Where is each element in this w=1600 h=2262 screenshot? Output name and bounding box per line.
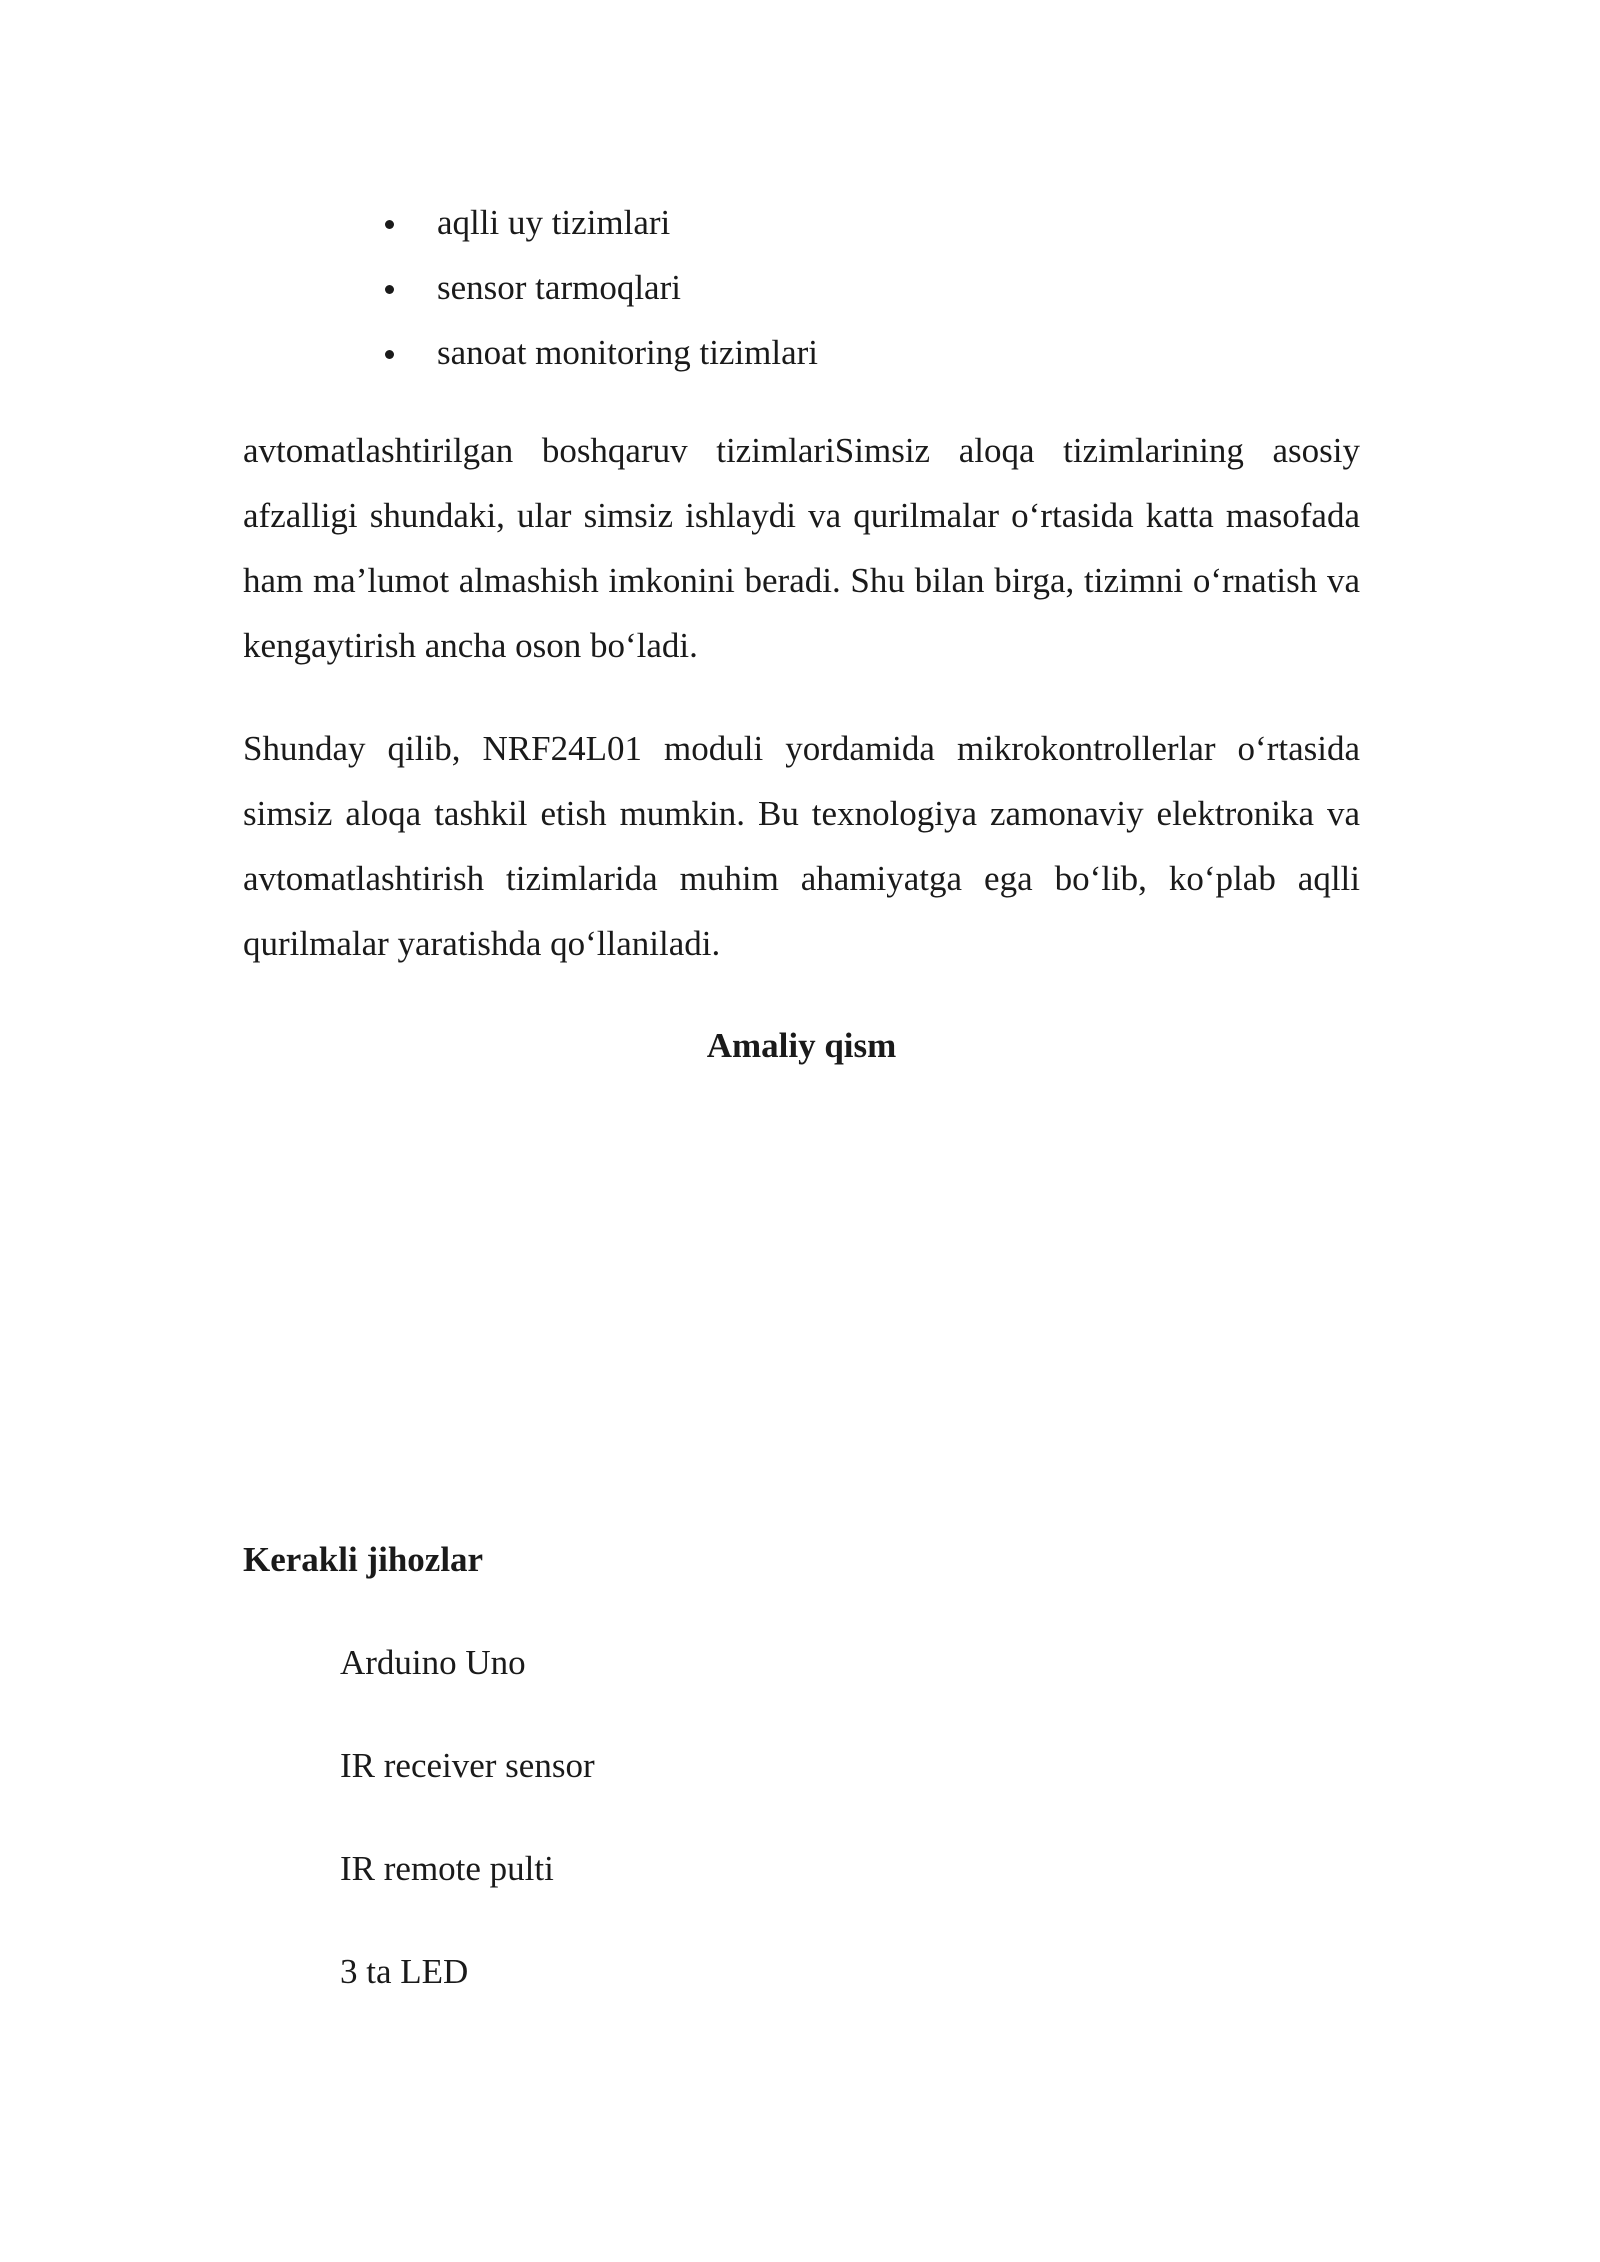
equipment-item: IR receiver sensor [340, 1746, 595, 1785]
equipment-list [340, 1630, 595, 2042]
paragraph-conclusion: Shunday qilib, NRF24L01 moduli yordamida mikrokontrollerlar o‘rtasida simsiz aloqa tashkil etish mumkin. Bu texnologiya zamonaviy elektronika va avtomatlashtirish tizimlarida muhim ahamiyatga ega bo‘lib, ko‘plab aqlli qurilmalar yaratishda qo‘llaniladi. [243, 729, 1360, 963]
bullet-dot-icon [385, 350, 394, 359]
bullet-dot-icon [385, 220, 394, 229]
bullet-item [385, 190, 1285, 255]
equipment-item: Arduino Uno [340, 1643, 526, 1682]
equipment-item: 3 ta LED [340, 1952, 469, 1991]
bullet-text: aqlli uy tizimlari [437, 203, 671, 242]
bullet-item [385, 255, 1285, 320]
paragraph-advantages: avtomatlashtirilgan boshqaruv tizimlariSimsiz aloqa tizimlarining asosiy afzalligi shundaki, ular simsiz ishlaydi va qurilmalar o‘rtasida katta masofada ham ma’lumot almashish imkonini beradi. Shu bilan birga, tizimni o‘rnatish va kengaytirish ancha oson bo‘ladi. [243, 431, 1360, 665]
equipment-item: IR remote pulti [340, 1849, 554, 1888]
bullet-item [385, 320, 1285, 385]
application-bullet-list [385, 190, 1285, 385]
bullet-text: sanoat monitoring tizimlari [437, 333, 819, 372]
section-title: Amaliy qism [706, 1026, 897, 1065]
equipment-heading: Kerakli jihozlar [243, 1540, 484, 1579]
bullet-text: sensor tarmoqlari [437, 268, 681, 307]
bullet-dot-icon [385, 285, 394, 294]
